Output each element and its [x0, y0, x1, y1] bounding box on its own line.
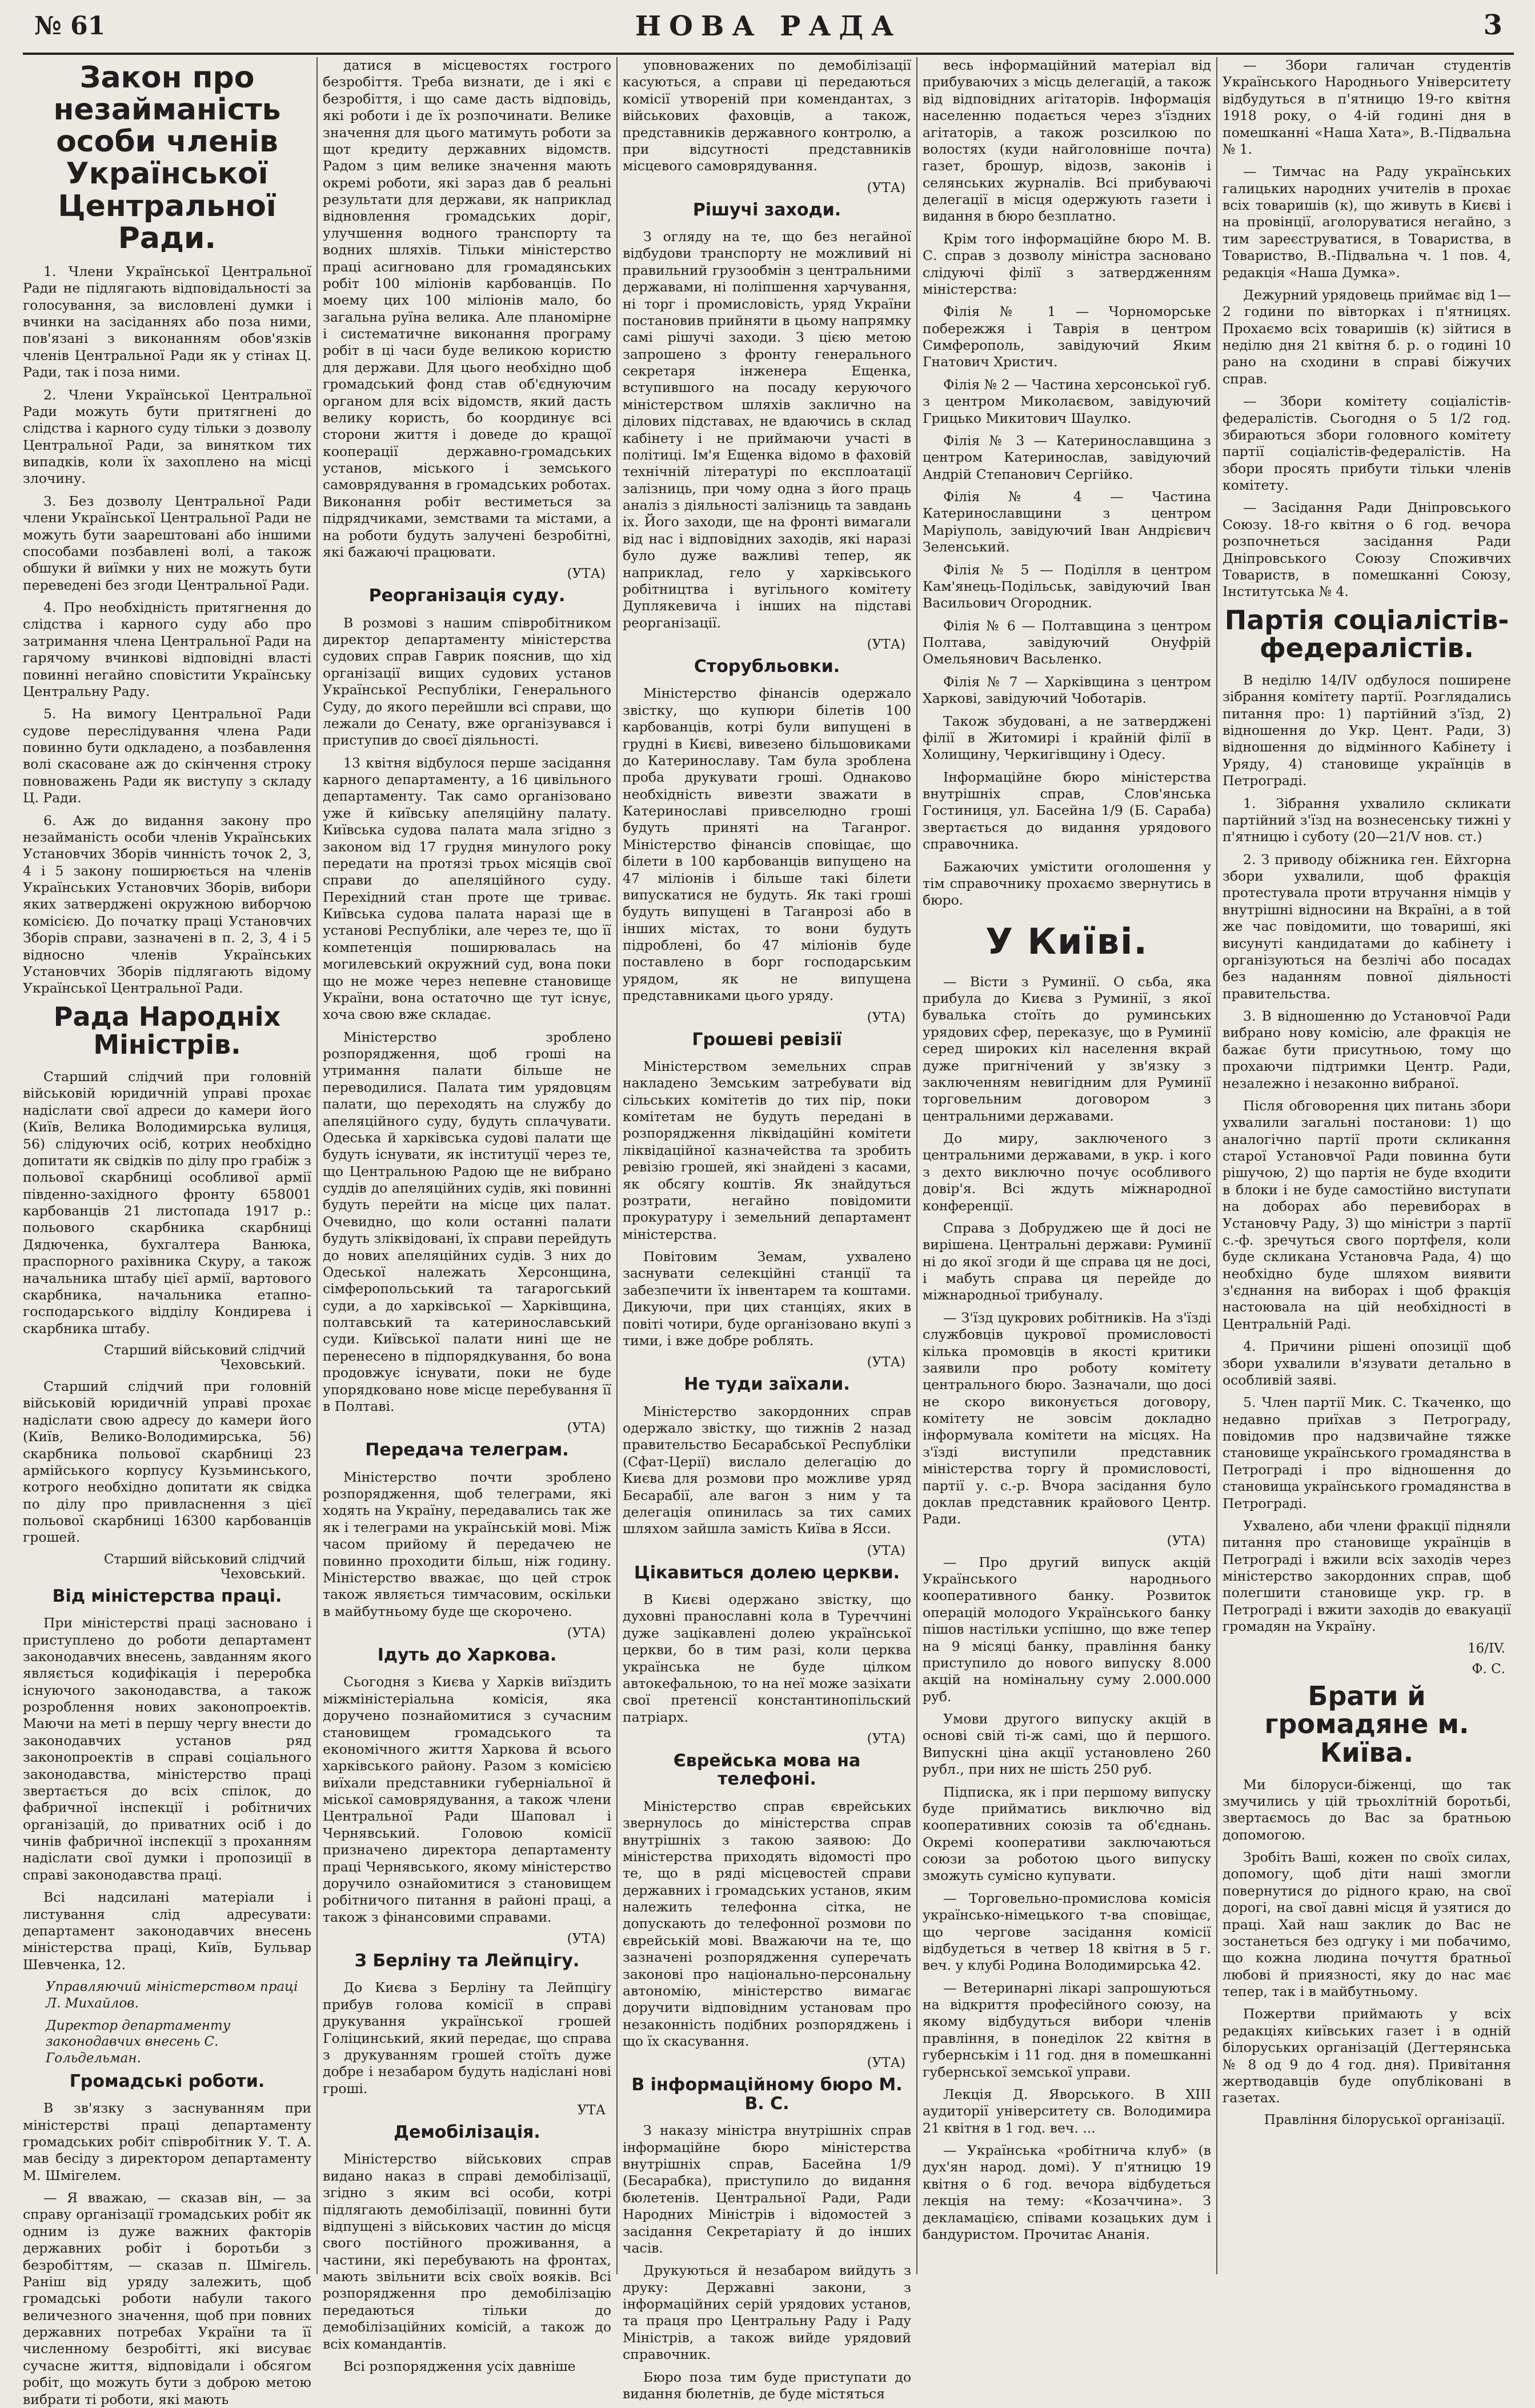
source-tag: (УТА): [867, 1543, 905, 1558]
headline-zakon: Закон про незайманість особи членів Української Центральної Ради.: [53, 61, 281, 255]
source-tag: (УТА): [867, 1010, 905, 1025]
headline-rish: Рішучі заходи.: [692, 199, 841, 220]
article-paragraph: 4. Про необхідність притягнення до слідства і карного суду або про затримання члена Центральної Ради на гарячому вчинкові відповідні власті повинні негайно сповістити Українську Центральну Раду.: [23, 599, 311, 699]
column-4: [923, 57, 1211, 2274]
article-paragraph: В зв'язку з заснуванням при міністерстві праці департаменту громадських робіт співробітник У. Т. А. мав бесіду з директором департаменту М. Шмігелем.: [23, 2100, 311, 2183]
headline-party: Партія соціалістів-федералістів.: [1224, 604, 1509, 664]
source-tag: (УТА): [867, 1731, 905, 1747]
source-tag: УТА: [577, 2103, 606, 2118]
news-item: — Торговельно-промислова комісія українсько-німецького т-ва сповіщає, що чергове засідання комісії відбудеться в четвер 18 квітня в 5 г. веч. у клубі Родина Володимирська 42.: [923, 1890, 1211, 1974]
article-paragraph: До Києва з Берліну та Лейпцігу прибув голова комісії в справі друкування української грошей Голіцинський, який передає, що справа з друкуванням грошей стоїть дуже добре і незабаром будуть надіслані нові гроші.: [323, 1979, 611, 2097]
newspaper-title: НОВА РАДА: [635, 10, 902, 42]
article-paragraph: 1. Зібрання ухвалило скликати партійний з'їзд на вознесенську тижні у п'ятницю і суботу (20—21/V нов. ст.): [1223, 795, 1511, 845]
headline-ne: Не туди заїхали.: [684, 1374, 850, 1395]
signature: Правління білоруської організації.: [1264, 2112, 1505, 2127]
column-5: [1223, 57, 1511, 2274]
branch-item: Філія № 7 — Харківщина з центром Харкові, завідуючий Чоботарів.: [923, 673, 1211, 707]
column-divider: [616, 57, 618, 2274]
article-paragraph: Ми білоруси-біженці, що так змучились у цій трьохлітній боротьбі, звертаємось до Вас за братньою допомогою.: [1223, 1776, 1511, 1843]
branch-item: Філія № 6 — Полтавщина з центром Полтава, завідуючий Онуфрій Омельянович Васьленко.: [923, 617, 1211, 667]
article-paragraph: уповноважених по демобілізації касуються, а справи ці передаються комісії утвореній при комендантах, з військових фаховців, а також, представників державного контролю, а при відсутності представників місцевого самоврядування.: [623, 57, 911, 174]
article-paragraph: 2. З приводу обіжника ген. Ейхгорна збори ухвалили, щоб фракція протестувала проти втручання німців у внутрішні відносини на Вкраїні, а в той же час повідомити, що товариші, які висунуті кандидатами до кабінету і організуються на безлічі або посадах без наданням повної діяльності правительства.: [1223, 851, 1511, 1002]
article-paragraph: 2. Члени Української Центральної Ради можуть бути притягнені до слідства і карного суду тільки з дозволу Центральної Ради, за винятком тих випадків, коли їх захоплено на місці злочину.: [23, 386, 311, 487]
article-paragraph: Всі надсилані матеріали і листування слід адресувати: департамент законодавчих внесень міністерства праці, Київ, Бульвар Шевченка, 12.: [23, 1889, 311, 1973]
headline-berlin: З Берліну та Лейпцігу.: [354, 1951, 580, 1971]
article-paragraph: Сьогодня з Києва у Харків виїздить міжміністеріальна комісія, яка доручено познайомитися з сучасним становищем громадського та економічного життя Харкова й всього харківського району. Разом з комісією виїхали представники губерніальної й міської самоврядування, а також члени Центральної Ради Шаповал і Чернявський. Головою комісії призначено директора департаменту праці Чернявського, якому міністерство доручило ознайомитися з становищем робітничого питання в районі праці, а також з фінансовими справами.: [323, 1674, 611, 1925]
news-item: — З'їзд цукрових робітників. На з'їзді службовців цукрової промисловості кілька промовців в якості критики заявили про роботу комітету центрального бюро. Зазначали, що досі не скоро виконується договору, комітету не зовсім докладно інформувала комітети на місцях. На з'їзді виступили представник міністерства торгу й промисловості, партії у. с.-р. Вчора засідання було доклав представник крайового Центр. Ради.: [923, 1309, 1211, 1527]
news-item: — Українська «робітнича клуб» (в дух'ян народ. домі). У п'ятницю 19 квітня о 6 год. вечора відбудеться лекція на тему: «Козаччина». З декламацією, співами козацьких дум і бандуристом. Прочитає Ананія.: [923, 2142, 1211, 2242]
article-paragraph: 6. Аж до видання закону про незайманість особи членів Українських Установчих Зборів чинність точок 2, 3, 4 і 5 закону поширюється на членів Українських Установчих Зборів, вибори яких затверджені окружною виборчою комісією. До початку праці Установчих Зборів справи, зазначені в п. 2, 3, 4 і 5 відносно членів Українських Установчих Зборів підлягають відому Української Центральної Ради.: [23, 812, 311, 997]
article-paragraph: 5. Член партії Мик. С. Ткаченко, що недавно приїхав з Петрограду, повідомив про надзвичайне тяжке становище українського громадянства в Петрограді і про відношення до становища українського громадянства в Петрограді.: [1223, 1394, 1511, 1511]
article-paragraph: 3. В відношенню до Установчої Ради вибрано нову комісію, але фракція не бажає бути присутньою, тому що прохаючи підтримки Центр. Ради, незалежно і незаконно вибраної.: [1223, 1008, 1511, 1091]
article-paragraph: З наказу міністра внутрішніх справ інформаційне бюро міністерства внутрішніх справ, Басейна 1/9 (Бесарабка), приступило до видання бюлетенів. Центральної Ради, Ради Народних Міністрів і відомостей з засідання Секретаріату й до інших часів.: [623, 2122, 911, 2256]
news-item: Дежурний урядовець приймає від 1—2 години по вівторках і п'ятницях. Прохаємо всіх товаришів (к) зійтися в неділю дня 21 квітня б. р. о годині 10 рано на сходини в справі біжучих справ.: [1223, 286, 1511, 387]
news-item: — Вісти з Руминії. О сьба, яка прибула до Києва з Руминії, з якої бувалька стоїть до руминських урядових сфер, переказує, що в Руминії серед широких кіл населення вкрай дуже пригнічений у зв'язку з заключенням невигідним для Руминії торговельним договором з центральними державами.: [923, 973, 1211, 1124]
article-paragraph: Міністерство закордонних справ одержало звістку, що тижнів 2 назад правительство Бесарабської Республіки (Сфат-Церії) вислало делегацію до Києва для розмови про можливе уряд Бесарабії, але вагон з ним у та делегація опинилась за тих самих шляхом зайшла замість Київа в Ясси.: [623, 1403, 911, 1537]
headline-pered: Передача телеграм.: [365, 1440, 569, 1461]
credit: Управляючий міністерством праці Л. Михайлов.: [46, 1979, 298, 2011]
page-number: 3: [1483, 9, 1502, 41]
news-item: Справа з Добруджею ще й досі не вирішена. Центральні держави: Руминії ні до якої згоди й ще справа ця не досі, і мабуть справа ця перейде до міжнародньої трибуналу.: [923, 1219, 1211, 1303]
section-heading-kyiv: У Київі.: [985, 920, 1148, 962]
source-tag: (УТА): [867, 1355, 905, 1370]
article-paragraph: Бюро поза тим буде приступати до видання бюлетнів, де буде містяться: [623, 2369, 911, 2402]
headline-inf: В інформаційному бюро М. В. С.: [631, 2075, 903, 2114]
source-tag: (УТА): [567, 1626, 606, 1641]
headline-idut: Ідуть до Харкова.: [377, 1645, 557, 1666]
source-tag: (УТА): [867, 180, 905, 195]
signature: Старший військовий слідчий Чеховський.: [103, 1551, 306, 1582]
headline-rada: Рада Народніх Міністрів.: [53, 1001, 281, 1061]
news-item: — Тимчас на Раду українських галицьких народних учителів в прохає всіх товаришів (к), що живуть в Києві і на провінції, аголоруватися негайно, з тим зареєструватися, в Товариства, в Товариство, В.-Підвальна ч. 1 пов. 4, редакція «Наша Думка».: [1223, 163, 1511, 281]
signature: Старший військовий слідчий Чеховський.: [103, 1343, 306, 1373]
headline-tsik: Цікавиться долею церкви.: [634, 1562, 900, 1583]
branch-item: Філія № 3 — Катеринославщина з центром Катеринослав, завідуючий Андрій Степанович Сергійко.: [923, 432, 1211, 482]
article-paragraph: Міністерство почти зроблено розпорядження, щоб телеграми, які ходять на Україну, передавались так же як і телеграми на українській мові. Між часом прийому й передачею не повинно проходити більш, ніж годину. Міністерство вважає, що цей строк також являється тимчасовим, оскільки в майбутньому буде ще скорочено.: [323, 1469, 611, 1619]
headline-reorg: Реорганізація суду.: [368, 586, 566, 606]
article-paragraph: Старший слідчий при головній військовій юридичній управі прохає надіслати свою адресу до камери його (Київ, Велико-Володимирська, 56) скарбника польової скарбниці 23 армійського корпусу Кузьминського, котрого необхідно допитати як свідка по ділу про привласнення з цієї польової скарбниці 16300 карбованців грошей.: [23, 1378, 311, 1546]
headline-grosh: Грошеві ревізії: [692, 1029, 842, 1050]
article-paragraph: Міністерство зроблено розпорядження, щоб гроші на утримання палати більше не переводилися. Палата тим урядовцям палати, що переходять на службу до апеляційного суду, будуть сплачувати. Одеська й харківська судові палати ще будуть існувати, як інституції через те, що Центральною Радою ще не вибрано суддів до апеляційних судів, які повинні будуть перейти на місце цих палат. Очевидно, що коли останні палати будуть зліквідовані, їх справи перейдуть до нових апеляційних судів. З них до Одеської належать Херсонщина, сімферопольський та тагарогський суди, а до харківської — Харківщина, полтавський та катеринославський суди. Київської палати нині ще не перенесено в підпорядкування, бо вона продовжує існувати, поки не буде упорядковано нове місце перебування її в Полтаві.: [323, 1029, 611, 1414]
article-paragraph: Старший слідчий при головній військовій юридичній управі прохає надіслати свої адреси до камери його (Київ, Велика Володимирська вулиця, 56) слідуючих осіб, котрих необхідно допитати як свідків по ділу про грабіж з польової скарбниці особливої армії південно-західного фронту 658001 карбованців 21 листопада 1917 р.: польового скарбника скарбниці Дядюченка, бухгалтера Ванюка, праспорного рахівника Скуру, а також начальника штабу цієї армії, вартового скарбника, начальника етапно-господарського відділу Кондирева і скарбника штабу.: [23, 1069, 311, 1337]
article-paragraph: Міністерством земельних справ накладено Земським затребувати від сільських комітетів до тих пір, поки комітетам не будуть передані в розпорядження ліквідаційні комітети ліквідаційної казначейства та зробить ревізію грошей, які знайдені з касами, як обсягу коштів. Як знайдуться розтрати, негайно повідомити прокуратуру і земельний департамент міністерства.: [623, 1058, 911, 1242]
column-1: [23, 57, 311, 2407]
branch-item: Філія № 4 — Частина Катеринославщини з центром Маріуполь, завідуючий Іван Андрієвич Зеленський.: [923, 489, 1211, 555]
source-tag: (УТА): [1167, 1533, 1205, 1549]
article-paragraph: Міністерство військових справ видано наказ в справі демобілізації, згідно з яким всі особи, котрі підлягають демобілізації, повинні бути відпущені з військових частин до місця свого постійного проживання, а частини, які перебувають на фронтах, мають звільнити всіх своїх вояків. Всі розпорядження про демобілізацію передаються тільки до демобілізаційних комісій, а також до всіх командантів.: [323, 2151, 611, 2352]
news-item: До миру, заключеного з центральними державами, в укр. і кого з дехто виключно почує особливого довір'я. Всі ждуть міжнародної конференції.: [923, 1130, 1211, 1214]
article-paragraph: 1. Члени Української Центральної Ради не підлягають відповідальності за голосування, за висловлені думки і вчинки на засіданнях або поза ними, пов'язані з виконанням обов'язків членів Центральної Ради як у стінах Ц. Ради, так і поза ними.: [23, 263, 311, 381]
column-2: [323, 57, 611, 2374]
column-divider: [916, 57, 917, 2274]
headline-storub: Сторубльовки.: [694, 657, 840, 677]
article-paragraph: В Києві одержано звістку, що духовні пранославні кола в Туреччині дуже зацікавлені долею української церкви, бо в тим разі, коли церква українська не буде цілком автокефальною, то на неї може зазіхати свої претенсії константинопільский патріарх.: [623, 1591, 911, 1725]
signature: Ф. С.: [1472, 1661, 1505, 1677]
news-item: Умови другого випуску акцій в основі свій ті-ж самі, що й першого. Випускні ціна акції установлено 260 рубл., при них не шість 250 руб.: [923, 1711, 1211, 1778]
article-paragraph: Міністерство фінансів одержало звістку, що купюри білетів 100 карбованців, котрі були випущені в грудні в Києві, вивезено більшовиками до Катеринославу. Там була зроблена проба друкувати гроші. Однаково необхідність вивезти зважати в Катеринославі привселюдно гроші будуть приняті на Таганрог. Міністерство фінансів сповіщає, що білети в 100 карбованців випущено на 47 міліонів і більше такі білети випускатися не будуть. Як такі гроші будуть випущені в Таганрозі або в інших містах, то вони будуть підроблені, бо 47 міліонів буде поставлено в борг господарським урядом, як не випущена представниками цього уряду.: [623, 685, 911, 1004]
masthead: [23, 7, 1514, 47]
article-paragraph: датися в місцевостях гострого безробіття. Треба визнати, де і які є безробіття, і що саме дасть відповідь, які роботи і де їх розпочинати. Велике значення для цього матимуть роботи за щот кредиту державних відомств. Радом з цим велике значення мають окремі роботи, які зараз дав б реальні результати для держави, як наприклад відновлення громадських доріг, улучшення водного транспорту та водних шляхів. Тільки міністерство праці асигновано для громадянських робіт 100 міліонів карбованців. По моему цих 100 міліонів мало, бо загальна руїна велика. Але планомірне і систематичне виконання програму робіт в ці часи буде великою користю для держави. Для цього необхідно щоб громадський фонд став об'єднуючим органом для всіх відомств, який дасть велику користь, бо координує всі сторони життя і доведе до кращої кооперації державно-громадських установ, міського і земського самоврядування в громадських роботах. Виконання робіт вестиметься за підрядчиками, земствами та містами, а на роботи будуть залучені безробітні, які бажаючі працювати.: [323, 57, 611, 560]
article-paragraph: Ухвалено, аби члени фракції підняли питання про становище українців в Петрограді і вжили всіх заходів через міністерство закордонних справ, щоб полегшити становище укр. гр. в Петрограді і вжити заходів до евакуації громадян на Україну.: [1223, 1517, 1511, 1635]
dateline: 16/IV.: [1467, 1641, 1505, 1656]
article-paragraph: 13 квітня відбулося перше засідання карного департаменту, а 16 цивільного департаменту. Так само організовано уже й київську апеляційну палату. Київська судова палата мала згідно з законом від 17 грудня минулого року передати на протязі трьох місяців свої справи до апеляційного суду. Перехідний стан проте ще триває. Київська судова палата наразі ще в установі Республіки, але через те, що її компетенція поширювалась на могилевський окружний суд, вона поки що не може через непевне становище України, вона остаточно ще тут існує, хоча свою вже складає.: [323, 754, 611, 1023]
article-paragraph: 4. Причини рішені опозиції щоб збори ухвалили в'язувати детально в особливій заяві.: [1223, 1338, 1511, 1388]
column-divider: [1216, 57, 1217, 2274]
news-item: — Збори галичан студентів Українського Народнього Університету відбудуться в п'ятницю 19-го квітня 1918 року, о 4-ій годині дня в помешканні «Наша Хата», В.-Підвальна № 1.: [1223, 57, 1511, 157]
credit: Директор департаменту законодавчих внесень С. Гольдельман.: [46, 2018, 231, 2066]
article-paragraph: Міністерство справ єврейських звернулось до міністерства справ внутрішніх з такою заявою: До міністерства приходять відомості про те, що в ряді місцевостей справи державних і громадських установ, яким належить телефонна сітка, не допускають до телефонної розмови по єврейській мові. Вважаючи на те, що зазначені розпорядження суперечать законові про національно-персональну автономію, міністерство вимагає доручити відповідним установам про незаконність подібних розпоряджень і що їх скасування.: [623, 1798, 911, 2050]
article-paragraph: Повітовим Земам, ухвалено заснувати селекційні станції та забезпечити їх інвентарем та коштами. Дикуючи, при цих станціях, яких в повіті чотири, буде організовано вкупі з тими, і вже добре роблять.: [623, 1249, 911, 1349]
headline-evr: Єврейська мова на телефоні.: [673, 1751, 861, 1790]
newspaper-page: [23, 0, 1514, 2407]
column-3: [623, 57, 911, 2402]
article-paragraph: Бажаючих умістити оголошення у тім справочнику прохаємо звернутись в бюро.: [923, 858, 1211, 909]
article-paragraph: При міністерстві праці засновано і приступлено до роботи департамент законодавчих внесень, завданням якого являється кодифікація і переробка існуючого законодавства, а також розроблення нових законопроектів. Маючи на меті в першу чергу внести до законодавчих установ ряд законопроектів в справі соціального законодавства, міністерство праці звертається до всіх спілок, до фабричної інспекції і робітничих організацій, до приватних осіб і до чинів фабричної інспекції з проханням надіслати свої думки і пропозиції в справі законодавства праці.: [23, 1615, 311, 1883]
article-paragraph: весь інформаційний матеріал від прибуваючих з місць делегацій, а також від відповідних агітаторів. Інформація населенню подається через з'їздних агітаторів, а також розсилкою по волостях (куди найголовніше почта) газет, брошур, відозв, законів і селянських журналів. Всі прибуваючі делегації в місця одержують газети і видання в бюро безплатно.: [923, 57, 1211, 225]
article-paragraph: В неділю 14/IV одбулося поширене зібрання комітету партії. Розглядались питання про: 1) партійний з'їзд, 2) відношення до Укр. Цент. Ради, 3) відношення до відмінного Кабінету і Уряду, 4) становище українців в Петрограді.: [1223, 671, 1511, 789]
headline-brat: Брати й громадяне м. Київа.: [1264, 1680, 1469, 1768]
article-paragraph: Крім того інформаційне бюро М. В. С. справ з дозволу міністра засновано слідуючі філії з затвердженням міністерства:: [923, 230, 1211, 297]
branch-item: Філія № 2 — Частина херсонської губ. з центром Миколаєвом, завідуючий Грицько Микитович Шаулко.: [923, 376, 1211, 426]
masthead-rule: [23, 53, 1514, 55]
news-item: — Засідання Ради Дніпровського Союзу. 18-го квітня о 6 год. вечора розпочнеться засідання Ради Дніпровського Союзу Споживчих Товариств, в помешканні Союзу, Інститутська № 4.: [1223, 499, 1511, 600]
branch-item: Філія № 1 — Чорноморське побережжя і Таврія в центром Симферополь, завідуючий Яким Гнатович Христич.: [923, 303, 1211, 370]
headline-demob: Демобілізація.: [394, 2122, 540, 2143]
headline-grom: Громадські роботи.: [69, 2071, 265, 2091]
news-item: — Ветеринарні лікарі запрошуються на відкриття професійного союзу, на якому відбудуться вибори членів правління, в понеділок 22 квітня в губернськім і 11 год. дня в помешканні губернської земської управи.: [923, 1979, 1211, 2080]
column-divider: [316, 57, 318, 2274]
article-paragraph: 5. На вимогу Центральної Ради судове переслідування члена Ради повинно бути одкладено, а позбавлення волі скасоване аж до скінчення строку повноважень Ради як виступу з складу Ц. Ради.: [23, 706, 311, 806]
article-paragraph: Друкуються й незабаром вийдуть з друку: Державні закони, з інформаційних серій урядових установ, та праця про Центральну Раду і Раду Міністрів, а також вийде урядовий справочник.: [623, 2262, 911, 2363]
source-tag: (УТА): [567, 566, 606, 582]
source-tag: (УТА): [867, 637, 905, 653]
news-item: Підписка, як і при першому випуску буде прийматись виключно від кооперативних союзів та об'єднань. Окремі кооперативи заключаються союзи за роботою цього випуску зможуть сумісно купувати.: [923, 1783, 1211, 1884]
article-paragraph: Пожертви приймають у всіх редакціях київських газет і в одній білоруських організацій (Дегтерянська № 8 од 9 до 4 год. дня). Привітання жертводавців буде опубліковані в газетах.: [1223, 2006, 1511, 2106]
article-paragraph: Всі розпорядження усіх давніше: [343, 2358, 576, 2374]
article-paragraph: — Я вважаю, — сказав він, — за справу організації громадських робіт як одним із дуже важних факторів державних робіт і боротьби з безробіттям, — сказав п. Шмігель. Раніш від уряду залежить, щоб громадські роботи набули такого величезного значення, щоб при повних державних потребах України та її численному безробітті, які висуває сучасне життя, відповідали і обсягом робіт, що можуть бути з доброю метою вибрати ті роботи, які мають: [23, 2190, 311, 2407]
branch-item: Філія № 5 — Поділля в центром Кам'янець-Подільськ, завідуючий Іван Васильович Огородник.: [923, 561, 1211, 611]
article-paragraph: Зробіть Ваші, кожен по своїх силах, допомогу, щоб діти наші змогли повернутися до рідного краю, на свої дорогі, на свої давні місця й узятися до праці. Хай наш заклик до Вас не зостанеться без одгуку і ми побачимо, що кожна людина почуття братньої любові й приязності, яку до нас має тепер, так і в майбутньому.: [1223, 1849, 1511, 2000]
article-paragraph: Після обговорення цих питань збори ухвалили загальні постанови: 1) що аналогічно партії проти скликання старої Установчої Ради повинна бути рішучою, 2) що партія не буде входити в блоки і не буде самостійно виступати на доборах або перевиборах в Установчу Раду, 3) що міністри з партії с.-ф. зречуться свого портфеля, коли буде скликана Установча Рада, 4) що необхідно буде шляхом виявити з'єднання на виборах і щоб фракція настоювала на цій необхідності в Центральній Раді.: [1223, 1097, 1511, 1332]
article-paragraph: Також збудовані, а не затверджені філії в Житомирі і крайній філії в Холищину, Черкигівщину і Одесу.: [923, 713, 1211, 763]
news-item: — Про другий випуск акцій Українського народнього кооперативного банку. Розвиток операцій молодого Українського банку пішов настільки успішно, що вже тепер на 9 місяці банку, правління банку приступило до нового випуску 8.000 акцій на номінальну суму 2.000.000 руб.: [923, 1554, 1211, 1705]
source-tag: (УТА): [867, 2055, 905, 2071]
headline-vid: Від міністерства праці.: [52, 1586, 282, 1606]
issue-number: № 61: [34, 11, 106, 41]
article-paragraph: 3. Без дозволу Центральної Ради члени Української Центральної Ради не можуть бути заарештовані або іншими способами позбавлені волі, а також обшуки й виїмки у них не можуть бути переведені без згоди Центральної Ради.: [23, 493, 311, 593]
article-paragraph: В розмові з нашим співробітником директор департаменту міністерства судових справ Гаврик пояснив, що хід організації вищих судових установ Української Республіки, Генерального Суду, до якого перейшли всі справи, що лежали до Сенату, вже організувався і приступив до своєї діяльності.: [323, 614, 611, 749]
source-tag: (УТА): [567, 1931, 606, 1947]
news-item: — Збори комітету соціалістів-федералістів. Сьогодня о 5 1/2 год. збираються збори головного комітету партії соціалістів-федералістів. На збори просять прибути тільки членів комітету.: [1223, 393, 1511, 493]
article-paragraph: Інформаційне бюро міністерства внутрішніх справ, Слов'янська Гостиниця, ул. Басейна 1/9 (Б. Сараба) звертається до видання урядового справочника.: [923, 769, 1211, 853]
article-paragraph: З огляду на те, що без негайної відбудови транспорту не можливий ні правильний грузообмін з центральними державами, ні поліпшення харчування, ні торг і промисловість, уряд України постановив прийняти в цьому напрямку самі рішучі заходи. З цією метою запрошено з фронту генерального секретаря інженера Ещенка, вступившого на посаду керуючого міністерством шляхів заклично на ділових підставах, не вдаючись в склад кабінету і не приймаючи участі в політиці. Ім'я Ещенка відомо в фаховій технічній літературі по експлоатації залізниць, при чому одна з його праць аналіз з діяльності залізниць та завдань іх. Його заходи, ще на фронті вимагали від нас і відповідних заходів, які наразі було дуже важливі тепер, як наприклад, гело у харківського робітництва і вугільного комітету Дуплякевича і інших на підставі реорганізації.: [623, 229, 911, 631]
source-tag: (УТА): [567, 1421, 606, 1436]
news-item: Лекція Д. Яворського. В XIII аудиторії університету св. Володимира 21 квітня в 1 год. веч. ...: [923, 2086, 1211, 2136]
